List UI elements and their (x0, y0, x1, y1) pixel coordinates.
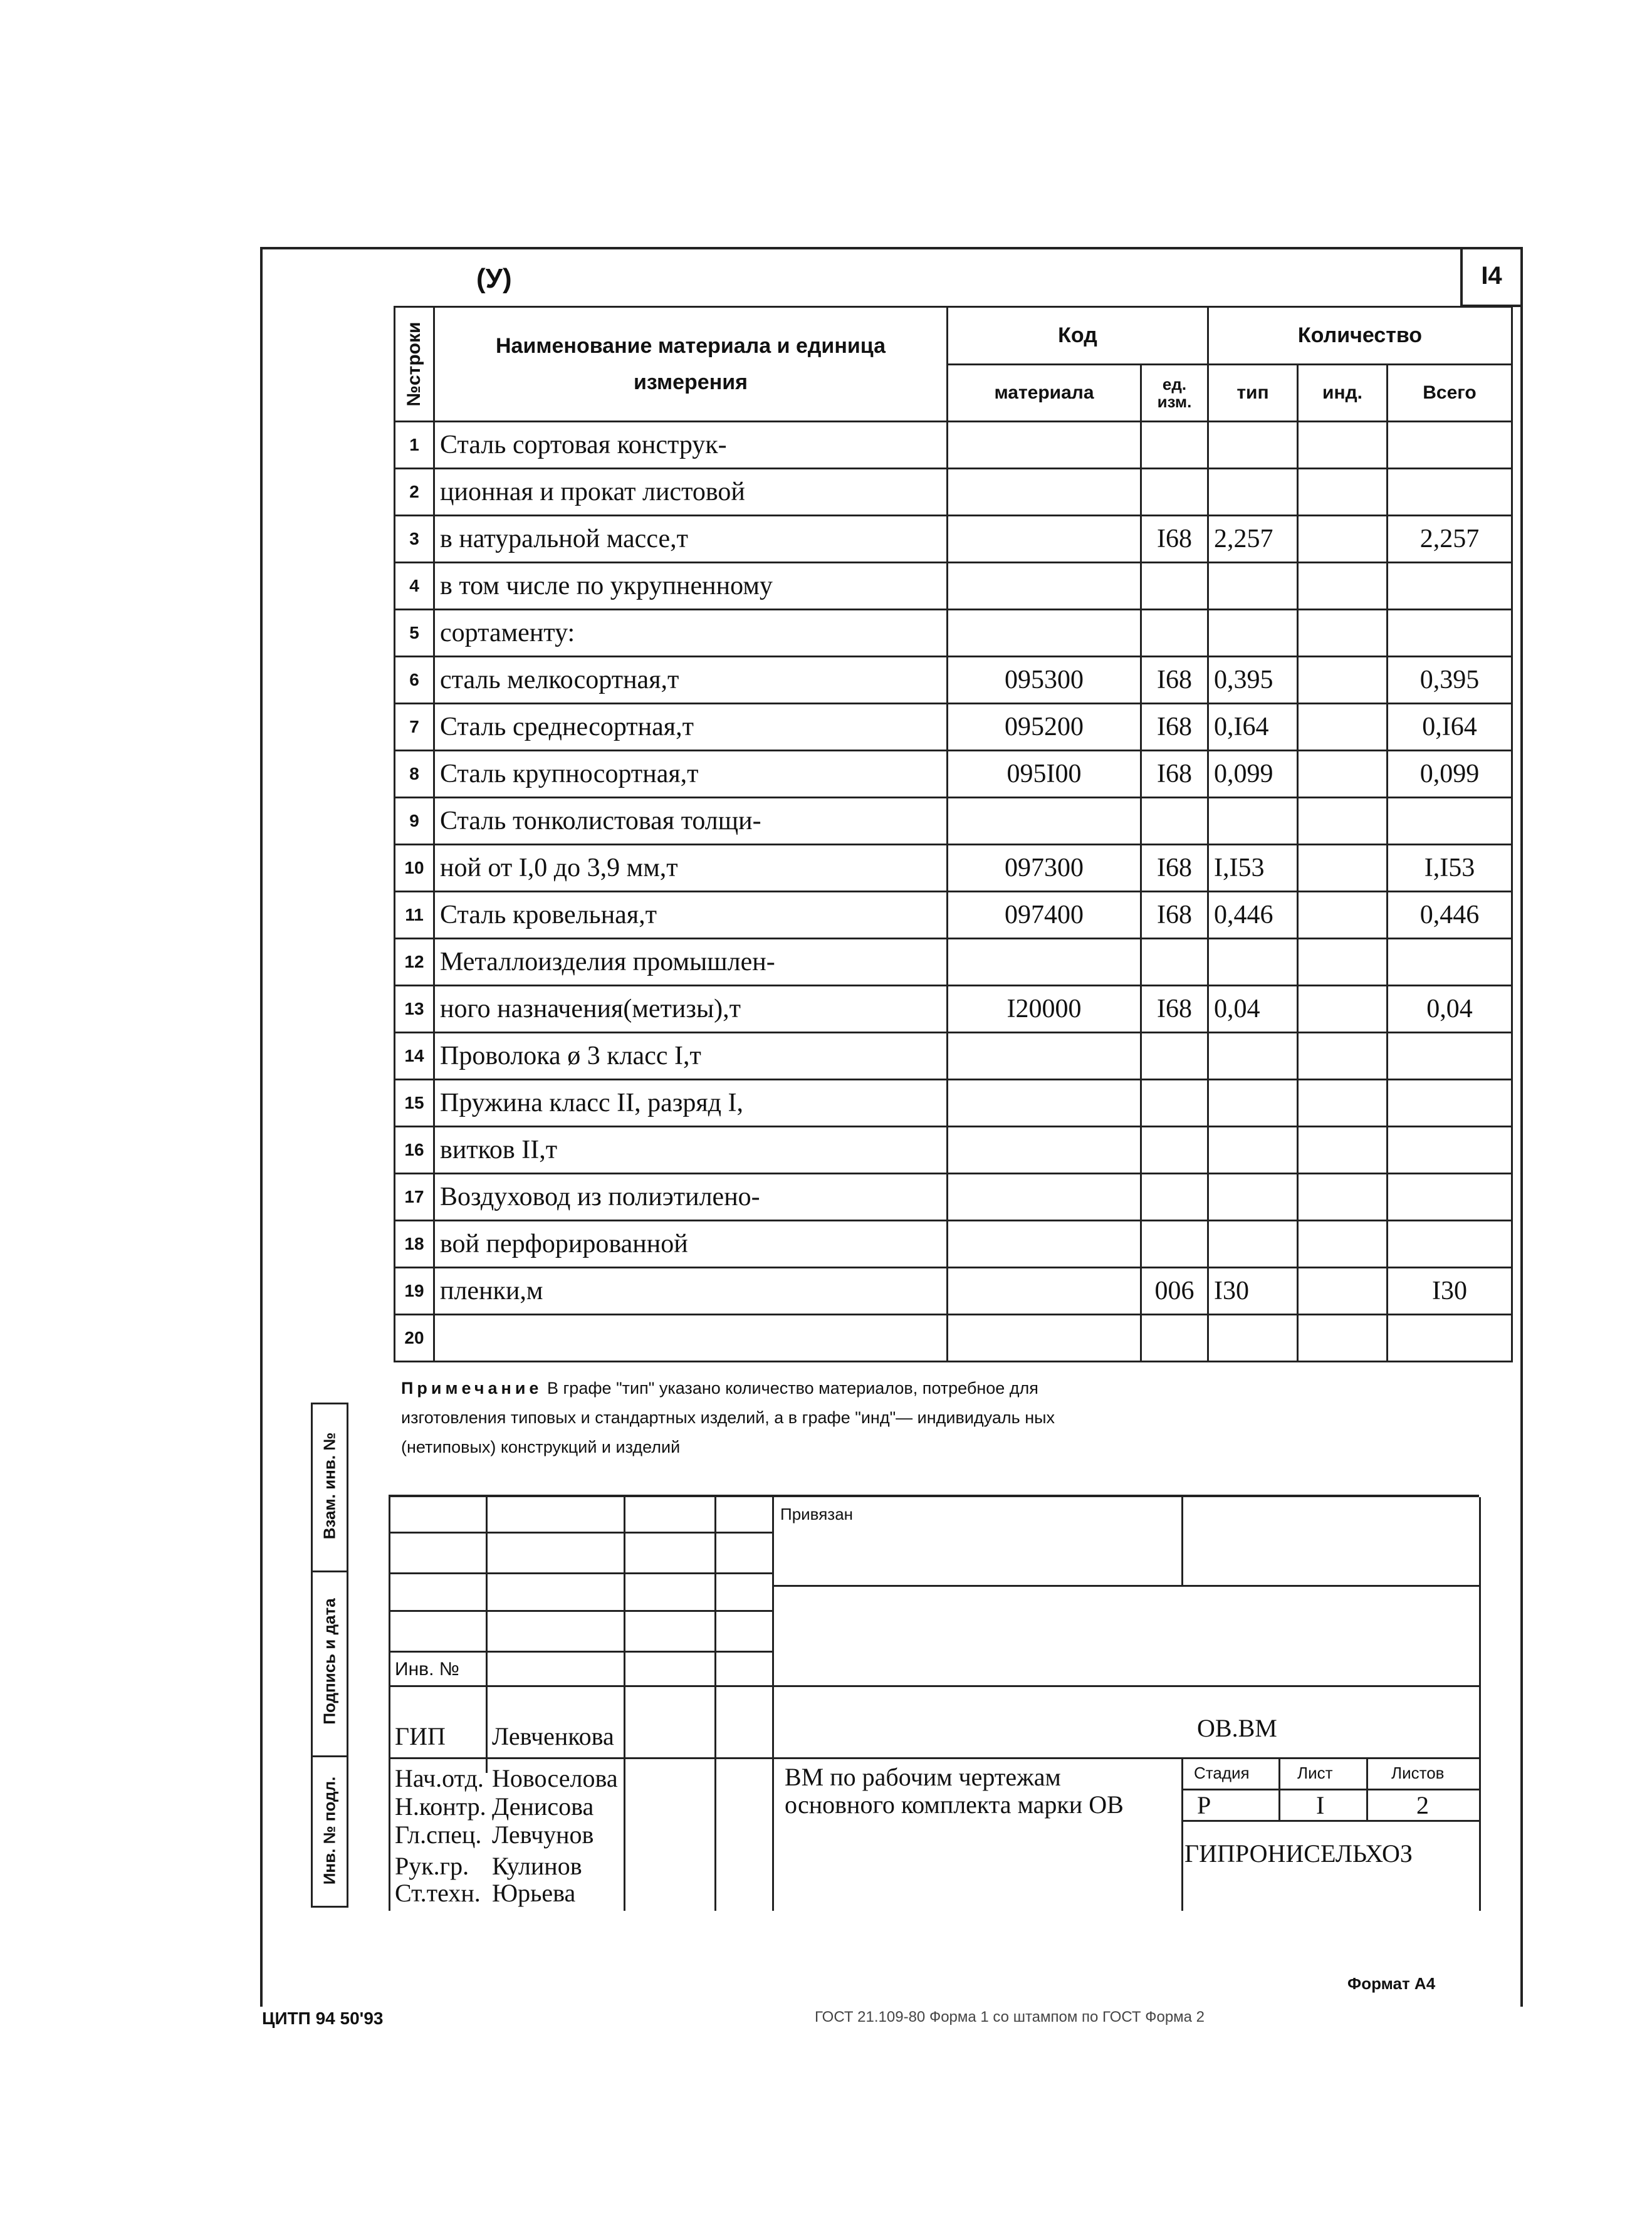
note-text: В графе "тип" указано количество материалов, потребное для изготовления типовых и стандартных изделий, а в графе "инд"— индивидуаль ных (нетиповых) конструкций и изделий (401, 1379, 1055, 1456)
left-stamp-strip (311, 1403, 348, 1908)
footer-right: ГОСТ 21.109-80 Форма 1 со штампом по ГОСТ Форма 2 (815, 2009, 1205, 2025)
code-unit-header: ед. изм. (1141, 364, 1208, 422)
material-code-cell: 095200 (948, 704, 1141, 751)
material-code-cell: 097300 (948, 845, 1141, 892)
row-number-cell: 3 (395, 516, 434, 563)
row-number-header: №строки (395, 307, 434, 422)
material-name-cell: сортаменту: (434, 610, 948, 657)
qty-type-cell (1208, 1127, 1298, 1174)
material-name-cell: сталь мелкосортная,т (434, 657, 948, 704)
table-row (395, 892, 1512, 939)
name-header: Наименование материала и единица измерения (434, 307, 948, 422)
qty-total-cell: 0,099 (1388, 751, 1512, 798)
qty-ind-cell (1298, 1268, 1388, 1315)
inv-no-label: Инв. № (395, 1659, 459, 1680)
qty-type-cell (1208, 1033, 1298, 1080)
row-number-cell: 15 (395, 1080, 434, 1127)
table-row (395, 751, 1512, 798)
unit-code-cell (1141, 939, 1208, 986)
qty-type-cell: 0,I64 (1208, 704, 1298, 751)
row-number-cell: 1 (395, 422, 434, 469)
qty-type-cell: I30 (1208, 1268, 1298, 1315)
title-block (389, 1495, 1479, 1911)
unit-code-cell: I68 (1141, 704, 1208, 751)
unit-code-cell: I68 (1141, 516, 1208, 563)
qty-ind-cell (1298, 516, 1388, 563)
qty-total-cell: I30 (1388, 1268, 1512, 1315)
material-name-cell: ционная и прокат листовой (434, 469, 948, 516)
table-row (395, 798, 1512, 845)
table-row (395, 516, 1512, 563)
row-number-cell: 10 (395, 845, 434, 892)
note (401, 1374, 1128, 1462)
unit-code-cell (1141, 1315, 1208, 1362)
materials-table (394, 306, 1513, 1362)
unit-code-cell (1141, 1127, 1208, 1174)
qty-ind-cell (1298, 657, 1388, 704)
qty-ind-cell (1298, 1221, 1388, 1268)
material-name-cell: Металлоизделия промышлен- (434, 939, 948, 986)
row-number-cell: 18 (395, 1221, 434, 1268)
row-number-cell: 2 (395, 469, 434, 516)
qty-total-cell: 0,395 (1388, 657, 1512, 704)
material-code-cell (948, 563, 1141, 610)
material-name-cell: Воздуховод из полиэтилено- (434, 1174, 948, 1221)
material-code-cell (948, 1221, 1141, 1268)
qty-ind-cell (1298, 1033, 1388, 1080)
sheet-value: I (1316, 1791, 1325, 1819)
material-name-cell: Сталь сортовая конструк- (434, 422, 948, 469)
unit-code-cell (1141, 563, 1208, 610)
material-code-cell (948, 1080, 1141, 1127)
qty-total-header: Всего (1388, 364, 1512, 422)
qty-type-cell: 2,257 (1208, 516, 1298, 563)
sheet-number: I4 (1460, 247, 1520, 307)
qty-type-cell (1208, 610, 1298, 657)
material-name-cell: пленки,м (434, 1268, 948, 1315)
gip-role: ГИП (395, 1722, 446, 1750)
qty-type-cell (1208, 1080, 1298, 1127)
inv-podl-label: Инв. № подл. (320, 1776, 339, 1885)
vzam-label: Взам. инв. № (320, 1432, 339, 1540)
qty-ind-cell (1298, 986, 1388, 1033)
name-1: Новоселова (492, 1764, 618, 1792)
qty-ind-cell (1298, 1080, 1388, 1127)
qty-ind-cell (1298, 610, 1388, 657)
material-name-cell: Сталь среднесортная,т (434, 704, 948, 751)
format-label: Формат А4 (1347, 1974, 1436, 1993)
stage-value: Р (1197, 1791, 1211, 1819)
material-name-cell: витков II,т (434, 1127, 948, 1174)
qty-type-cell: 0,04 (1208, 986, 1298, 1033)
material-code-cell (948, 798, 1141, 845)
qty-total-cell (1388, 1315, 1512, 1362)
qty-type-cell (1208, 469, 1298, 516)
role-2: Н.контр. (395, 1792, 486, 1821)
material-code-cell (948, 516, 1141, 563)
sheets-value: 2 (1416, 1791, 1429, 1819)
qty-total-cell: 2,257 (1388, 516, 1512, 563)
organization: ГИПРОНИСЕЛЬХОЗ (1184, 1839, 1413, 1868)
material-code-cell (948, 1127, 1141, 1174)
material-code-cell (948, 939, 1141, 986)
material-code-cell (948, 422, 1141, 469)
row-number-cell: 5 (395, 610, 434, 657)
qty-ind-cell (1298, 1127, 1388, 1174)
role-5: Ст.техн. (395, 1879, 481, 1907)
qty-ind-cell (1298, 1174, 1388, 1221)
role-4: Рук.гр. (395, 1852, 469, 1880)
code-material-header: материала (948, 364, 1141, 422)
row-number-cell: 17 (395, 1174, 434, 1221)
row-number-cell: 20 (395, 1315, 434, 1362)
table-row (395, 1221, 1512, 1268)
table-row (395, 1080, 1512, 1127)
unit-code-cell (1141, 1221, 1208, 1268)
qty-type-cell (1208, 798, 1298, 845)
qty-type-cell (1208, 563, 1298, 610)
qty-type-cell (1208, 1221, 1298, 1268)
qty-type-cell (1208, 1315, 1298, 1362)
table-row (395, 986, 1512, 1033)
qty-ind-cell (1298, 751, 1388, 798)
unit-code-cell (1141, 1080, 1208, 1127)
material-code-cell: 095I00 (948, 751, 1141, 798)
qty-ind-cell (1298, 422, 1388, 469)
qty-type-cell: 0,446 (1208, 892, 1298, 939)
qty-ind-cell (1298, 892, 1388, 939)
qty-total-cell (1388, 1080, 1512, 1127)
unit-code-cell: I68 (1141, 657, 1208, 704)
table-row (395, 704, 1512, 751)
code-header: Код (948, 307, 1208, 365)
unit-code-cell (1141, 798, 1208, 845)
table-row (395, 422, 1512, 469)
sheet-label: Лист (1297, 1764, 1333, 1782)
table-row (395, 1315, 1512, 1362)
qty-type-cell (1208, 939, 1298, 986)
material-name-cell: в том числе по укрупненному (434, 563, 948, 610)
signature-date-label: Подпись и дата (320, 1598, 339, 1725)
qty-total-cell (1388, 939, 1512, 986)
qty-total-cell (1388, 1221, 1512, 1268)
qty-total-cell (1388, 1127, 1512, 1174)
material-code-cell (948, 1033, 1141, 1080)
name-5: Юрьева (492, 1879, 576, 1907)
material-name-cell: Сталь кровельная,т (434, 892, 948, 939)
table-row (395, 1174, 1512, 1221)
row-number-cell: 6 (395, 657, 434, 704)
material-name-cell: Сталь тонколистовая толщи- (434, 798, 948, 845)
role-3: Гл.спец. (395, 1821, 482, 1849)
qty-ind-cell (1298, 563, 1388, 610)
material-code-cell: 095300 (948, 657, 1141, 704)
material-code-cell: I20000 (948, 986, 1141, 1033)
unit-code-cell (1141, 422, 1208, 469)
material-name-cell: Сталь крупносортная,т (434, 751, 948, 798)
row-number-cell: 14 (395, 1033, 434, 1080)
unit-code-cell: I68 (1141, 892, 1208, 939)
qty-type-cell (1208, 422, 1298, 469)
material-name-cell (434, 1315, 948, 1362)
row-number-cell: 11 (395, 892, 434, 939)
unit-code-cell: I68 (1141, 986, 1208, 1033)
qty-total-cell: 0,446 (1388, 892, 1512, 939)
material-code-cell (948, 610, 1141, 657)
row-number-cell: 4 (395, 563, 434, 610)
qty-total-cell (1388, 469, 1512, 516)
unit-code-cell (1141, 610, 1208, 657)
table-row (395, 1268, 1512, 1315)
qty-ind-header: инд. (1298, 364, 1388, 422)
table-row (395, 1033, 1512, 1080)
privyazan-label: Привязан (780, 1505, 854, 1524)
table-row (395, 939, 1512, 986)
qty-ind-cell (1298, 845, 1388, 892)
material-name-cell: вой перфорированной (434, 1221, 948, 1268)
name-2: Денисова (492, 1792, 594, 1821)
material-name-cell: в натуральной массе,т (434, 516, 948, 563)
unit-code-cell (1141, 1033, 1208, 1080)
qty-type-cell (1208, 1174, 1298, 1221)
qty-total-cell: 0,I64 (1388, 704, 1512, 751)
qty-total-cell: I,I53 (1388, 845, 1512, 892)
row-number-cell: 16 (395, 1127, 434, 1174)
stage-label: Стадия (1194, 1764, 1250, 1782)
table-row (395, 1127, 1512, 1174)
doc-code: ОВ.ВМ (1197, 1714, 1277, 1742)
note-label: Примечание (401, 1379, 543, 1398)
table-row (395, 657, 1512, 704)
qty-ind-cell (1298, 939, 1388, 986)
table-row (395, 563, 1512, 610)
name-4: Кулинов (492, 1852, 582, 1880)
qty-ind-cell (1298, 704, 1388, 751)
material-name-cell: ного назначения(метизы),т (434, 986, 948, 1033)
material-code-cell (948, 1315, 1141, 1362)
row-number-cell: 12 (395, 939, 434, 986)
unit-code-cell: I68 (1141, 751, 1208, 798)
unit-code-cell: 006 (1141, 1268, 1208, 1315)
material-name-cell: Пружина класс II, разряд I, (434, 1080, 948, 1127)
table-row (395, 610, 1512, 657)
qty-ind-cell (1298, 798, 1388, 845)
table-row (395, 845, 1512, 892)
row-number-cell: 7 (395, 704, 434, 751)
qty-type-cell: I,I53 (1208, 845, 1298, 892)
role-1: Нач.отд. (395, 1764, 484, 1792)
quantity-header: Количество (1208, 307, 1512, 365)
qty-total-cell (1388, 563, 1512, 610)
row-number-cell: 9 (395, 798, 434, 845)
gip-name: Левченкова (492, 1722, 614, 1750)
material-code-cell: 097400 (948, 892, 1141, 939)
sheets-label: Листов (1391, 1764, 1445, 1782)
material-name-cell: Проволока ø 3 класс I,т (434, 1033, 948, 1080)
unit-code-cell: I68 (1141, 845, 1208, 892)
qty-total-cell (1388, 1174, 1512, 1221)
qty-total-cell (1388, 1033, 1512, 1080)
qty-ind-cell (1298, 1315, 1388, 1362)
row-number-cell: 19 (395, 1268, 434, 1315)
material-name-cell: ной от I,0 до 3,9 мм,т (434, 845, 948, 892)
name-3: Левчунов (492, 1821, 594, 1849)
qty-type-header: тип (1208, 364, 1298, 422)
unit-code-cell (1141, 469, 1208, 516)
qty-total-cell (1388, 422, 1512, 469)
row-number-cell: 8 (395, 751, 434, 798)
qty-ind-cell (1298, 469, 1388, 516)
qty-total-cell: 0,04 (1388, 986, 1512, 1033)
unit-code-cell (1141, 1174, 1208, 1221)
qty-total-cell (1388, 610, 1512, 657)
qty-type-cell: 0,395 (1208, 657, 1298, 704)
mark-label: (У) (476, 263, 512, 294)
qty-type-cell: 0,099 (1208, 751, 1298, 798)
qty-total-cell (1388, 798, 1512, 845)
document-title: ВМ по рабочим чертежам основного комплекта марки ОВ (785, 1763, 1124, 1819)
row-number-cell: 13 (395, 986, 434, 1033)
material-code-cell (948, 469, 1141, 516)
material-code-cell (948, 1268, 1141, 1315)
footer-left: ЦИТП 94 50'93 (262, 2009, 384, 2028)
material-code-cell (948, 1174, 1141, 1221)
table-row (395, 469, 1512, 516)
